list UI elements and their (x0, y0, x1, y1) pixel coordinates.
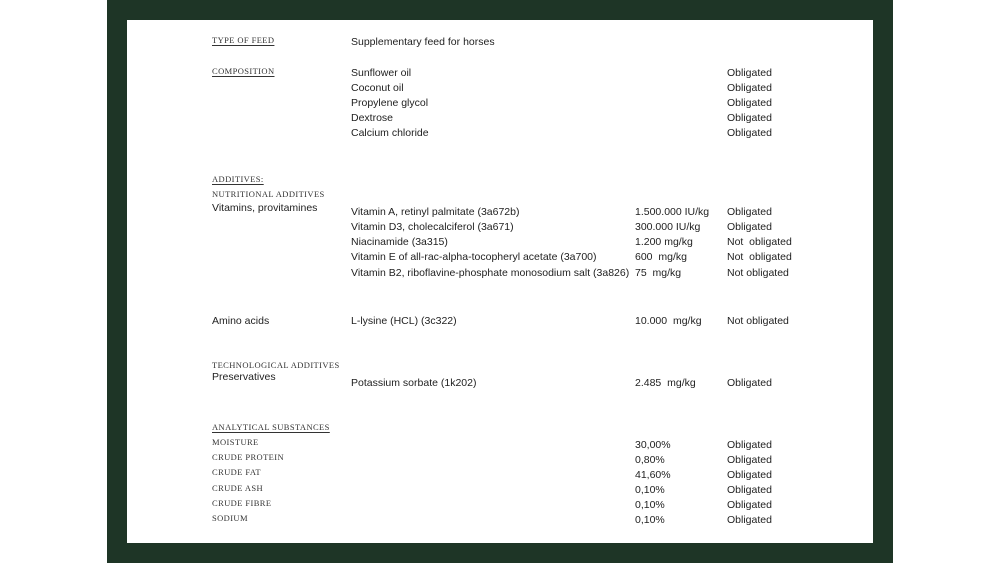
type-of-feed-value: Supplementary feed for horses (351, 36, 495, 48)
composition-item: Coconut oil (351, 82, 404, 94)
vitamin-status: Obligated (727, 221, 772, 233)
analytical-item-value: 0,10% (635, 514, 665, 526)
vitamin-status: Not obligated (727, 251, 792, 263)
analytical-item-value: 0,10% (635, 484, 665, 496)
analytical-item-name: CRUDE FAT (212, 467, 262, 477)
composition-status: Obligated (727, 97, 772, 109)
analytical-item-value: 0,10% (635, 499, 665, 511)
analytical-substances-label: ANALYTICAL SUBSTANCES (212, 422, 330, 432)
vitamin-amount: 1.500.000 IU/kg (635, 206, 710, 218)
preservative-status: Obligated (727, 377, 772, 389)
preservative-name: Potassium sorbate (1k202) (351, 377, 477, 389)
analytical-item-value: 0,80% (635, 454, 665, 466)
amino-acids-label: Amino acids (212, 315, 270, 327)
amino-acid-status: Not obligated (727, 315, 789, 327)
amino-acid-amount: 10.000 mg/kg (635, 315, 702, 327)
analytical-item-name: CRUDE FIBRE (212, 498, 272, 508)
additives-label: ADDITIVES: (212, 174, 264, 184)
vitamin-amount: 600 mg/kg (635, 251, 687, 263)
vitamin-name: Vitamin E of all-rac-alpha-tocopheryl acetate (3a700) (351, 251, 597, 263)
analytical-item-value: 30,00% (635, 439, 671, 451)
preservatives-label: Preservatives (212, 371, 276, 383)
composition-status: Obligated (727, 127, 772, 139)
composition-status: Obligated (727, 67, 772, 79)
vitamin-amount: 1.200 mg/kg (635, 236, 693, 248)
analytical-item-name: SODIUM (212, 513, 248, 523)
composition-item: Dextrose (351, 112, 394, 124)
amino-acid-name: L-lysine (HCL) (3c322) (351, 315, 457, 327)
analytical-item-name: MOISTURE (212, 437, 259, 447)
technological-additives-label: TECHNOLOGICAL ADDITIVES (212, 360, 340, 370)
composition-item: Propylene glycol (351, 97, 429, 109)
vitamin-name: Vitamin D3, cholecalciferol (3a671) (351, 221, 514, 233)
analytical-item-name: CRUDE ASH (212, 483, 264, 493)
vitamin-name: Vitamin B2, riboflavine-phosphate monosodium salt (3a826) (351, 267, 630, 279)
composition-status: Obligated (727, 112, 772, 124)
analytical-item-status: Obligated (727, 454, 772, 466)
composition-item: Calcium chloride (351, 127, 429, 139)
analytical-item-status: Obligated (727, 499, 772, 511)
analytical-item-status: Obligated (727, 514, 772, 526)
composition-item: Sunflower oil (351, 67, 412, 79)
vitamin-name: Niacinamide (3a315) (351, 236, 448, 248)
vitamin-status: Not obligated (727, 267, 789, 279)
vitamin-name: Vitamin A, retinyl palmitate (3a672b) (351, 206, 520, 218)
nutritional-additives-label: NUTRITIONAL ADDITIVES (212, 189, 325, 199)
analytical-item-name: CRUDE PROTEIN (212, 452, 285, 462)
vitamins-label: Vitamins, provitamines (212, 202, 318, 214)
vitamin-amount: 300.000 IU/kg (635, 221, 701, 233)
type-of-feed-label: TYPE OF FEED (212, 35, 275, 45)
preservative-amount: 2.485 mg/kg (635, 377, 696, 389)
composition-status: Obligated (727, 82, 772, 94)
analytical-item-status: Obligated (727, 469, 772, 481)
analytical-item-status: Obligated (727, 439, 772, 451)
vitamin-status: Obligated (727, 206, 772, 218)
analytical-item-status: Obligated (727, 484, 772, 496)
composition-label: COMPOSITION (212, 66, 275, 76)
vitamin-amount: 75 mg/kg (635, 267, 682, 279)
vitamin-status: Not obligated (727, 236, 792, 248)
analytical-item-value: 41,60% (635, 469, 671, 481)
